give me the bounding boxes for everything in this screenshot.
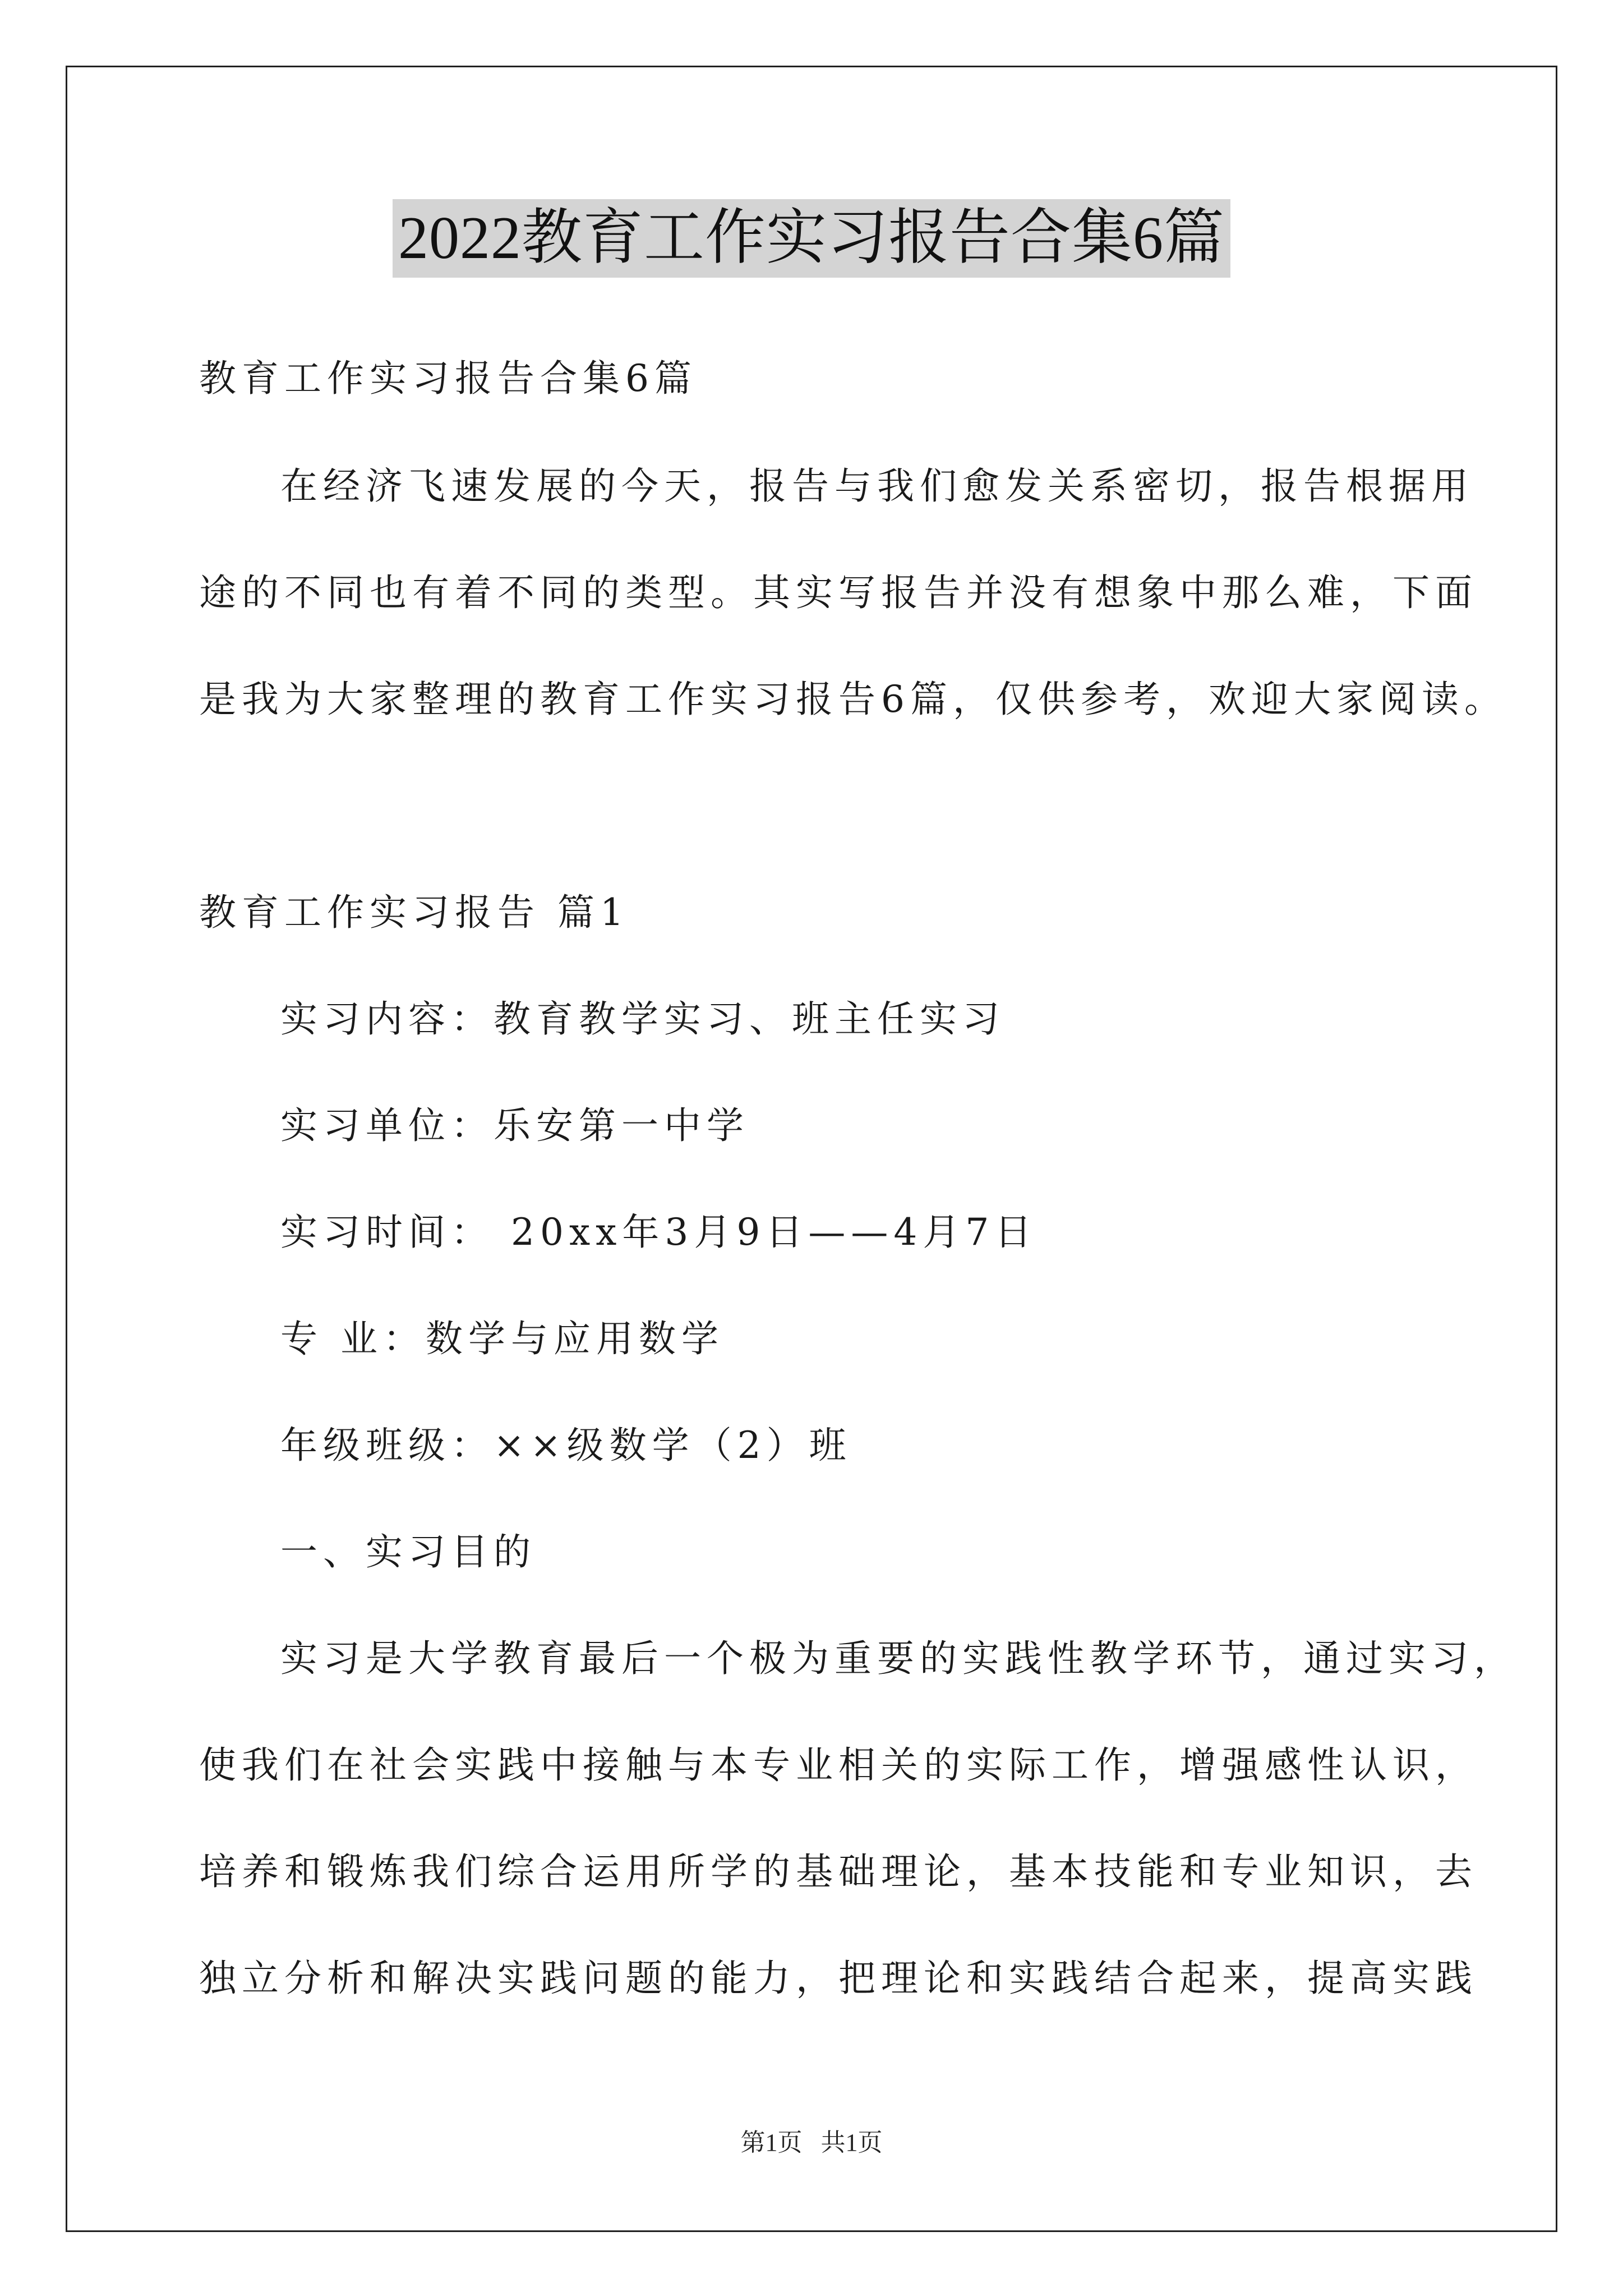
section-heading: 教育工作实习报告 篇1	[199, 891, 629, 934]
intro-line-2: 途的不同也有着不同的类型。其实写报告并没有想象中那么难，下面	[199, 571, 1478, 614]
intro-line-1: 在经济飞速发展的今天，报告与我们愈发关系密切，报告根据用	[280, 464, 1474, 508]
document-subtitle: 教育工作实习报告合集6篇	[199, 357, 697, 400]
purpose-line-1: 实习是大学教育最后一个极为重要的实践性教学环节，通过实习，	[280, 1637, 1516, 1680]
document-title: 2022教育工作实习报告合集6篇	[393, 199, 1230, 278]
field-content: 实习内容：教育教学实习、班主任实习	[280, 997, 1005, 1041]
purpose-line-2: 使我们在社会实践中接触与本专业相关的实际工作，增强感性认识，	[199, 1743, 1478, 1787]
purpose-line-3: 培养和锻炼我们综合运用所学的基础理论，基本技能和专业知识，去	[199, 1850, 1478, 1893]
field-unit: 实习单位：乐安第一中学	[280, 1104, 749, 1147]
field-time: 实习时间： 20xx年3月9日——4月7日	[280, 1211, 1038, 1254]
page-number: 第1页 共1页	[740, 2129, 883, 2156]
field-major: 专 业：数学与应用数学	[280, 1317, 724, 1360]
purpose-heading: 一、实习目的	[280, 1530, 536, 1573]
intro-line-3: 是我为大家整理的教育工作实习报告6篇，仅供参考，欢迎大家阅读。	[199, 678, 1507, 721]
purpose-line-4: 独立分析和解决实践问题的能力，把理论和实践结合起来，提高实践	[199, 1957, 1478, 2000]
title-container	[0, 199, 1623, 278]
field-class: 年级班级：××级数学（2）班	[280, 1424, 852, 1467]
